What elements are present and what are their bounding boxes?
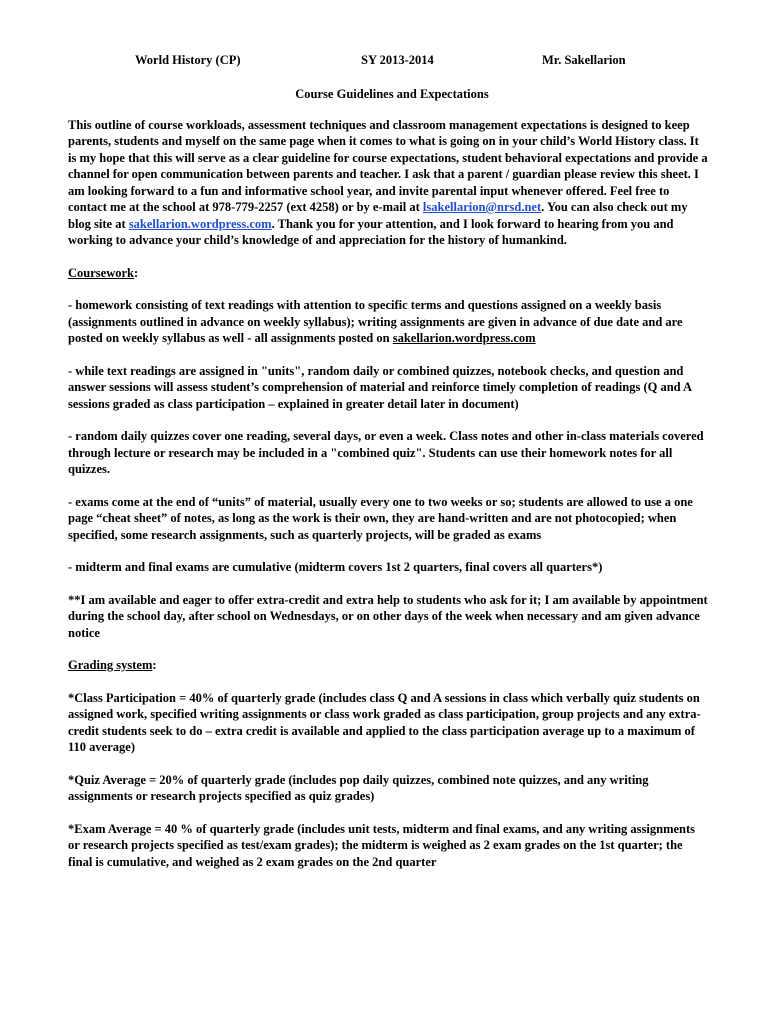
coursework-item-midterm-final: - midterm and final exams are cumulative (midterm covers 1st 2 quarters, final covers all quarters*) [68,560,603,574]
document-title: Course Guidelines and Expectations [295,87,489,101]
document-page [68,52,708,870]
coursework-item-exams: - exams come at the end of “units” of material, usually every one to two weeks or so; students are allowed to use a one page “cheat sheet” of notes, as long as the work is their own, they are hand-written and are not photocopied; when specified, some research assignments, such as quarterly projects, will be graded as exams [68,494,693,542]
grading-heading [68,657,708,674]
grading-exam: *Exam Average = 40 % of quarterly grade (includes unit tests, midterm and final exams, and any writing assignments or research projects specified as test/exam grades); the midterm is weighed as 2 exam grades on the 1st quarter; the final is cumulative, and weighed as 2 exam grades on the 2nd quarter [68,821,696,869]
email-link[interactable]: lsakellarion@nrsd.net [422,200,542,214]
intro-text-2: . You can also check out my blog site at [68,200,688,231]
coursework-heading-text: Coursework [68,265,134,280]
grading-heading-text: Grading system [68,658,153,672]
blog-link-2[interactable]: sakellarion.wordpress.com [392,331,536,345]
grading-colon: : [152,658,157,672]
coursework-extra-help-note: **I am available and eager to offer extra-credit and extra help to students who ask for it; I am available by appointment during the school day, after school on Wednesdays, or on other days of the week when necessary and am given advance notice [68,592,708,640]
grading-participation: *Class Participation = 40% of quarterly grade (includes class Q and A sessions in class which verbally quiz students on assigned work, specified writing assignments or class work graded as class participation, group projects and any extra-credit students seek to do – extra credit is available and applied to the class participation average up to a maximum of 110 average) [68,690,701,754]
course-name: World History (CP) [135,53,241,67]
intro-text-1: This outline of course workloads, assessment techniques and classroom management expectations is designed to keep parents, students and myself on the same page when it comes to what is going on in your child’s World History class. It is my hope that this will serve as a clear guideline for course expectations, student behavioral expectations and provide a channel for open communication between parents and teacher. I ask that a parent / guardian please review this sheet. I am looking forward to a fun and informative school year, and invite parental input whenever offered. Feel free to contact me at the school at 978-779-2257 (ext 4258) or by e-mail at [68,117,708,214]
coursework-colon: : [133,265,139,280]
coursework-item-quizzes: - random daily quizzes cover one reading, several days, or even a week. Class notes and other in-class materials covered through lecture or research may be included in a "combined quiz". Students can use their homework notes for all quizzes. [68,429,704,476]
intro-text-3: . Thank you for your attention, and I look forward to hearing from you and working to advance your child’s knowledge of and appreciation for the history of humankind. [68,216,674,247]
intro-paragraph [68,117,708,249]
blog-link[interactable]: sakellarion.wordpress.com [128,216,272,231]
school-year: SY 2013-2014 [361,53,434,67]
teacher-name: Mr. Sakellarion [542,53,626,67]
coursework-heading [68,265,708,282]
document-header [68,52,708,70]
coursework-item-homework [68,297,708,347]
grading-quiz: *Quiz Average = 20% of quarterly grade (includes pop daily quizzes, combined note quizzes, and any writing assignments or research projects specified as quiz grades) [68,772,649,803]
coursework-item-homework-text: - homework consisting of text readings with attention to specific terms and questions assigned on a weekly basis (assignments outlined in advance on weekly syllabus); writing assignments are given in advance of due date and are posted on weekly syllabus as well - all assignments posted on [68,298,683,345]
coursework-item-readings: - while text readings are assigned in "units", random daily or combined quizzes, notebook checks, and question and answer sessions will assess student’s comprehension of material and reinforce timely completion of readings (Q and A sessions graded as class participation – explained in greater detail later in document) [68,363,692,411]
